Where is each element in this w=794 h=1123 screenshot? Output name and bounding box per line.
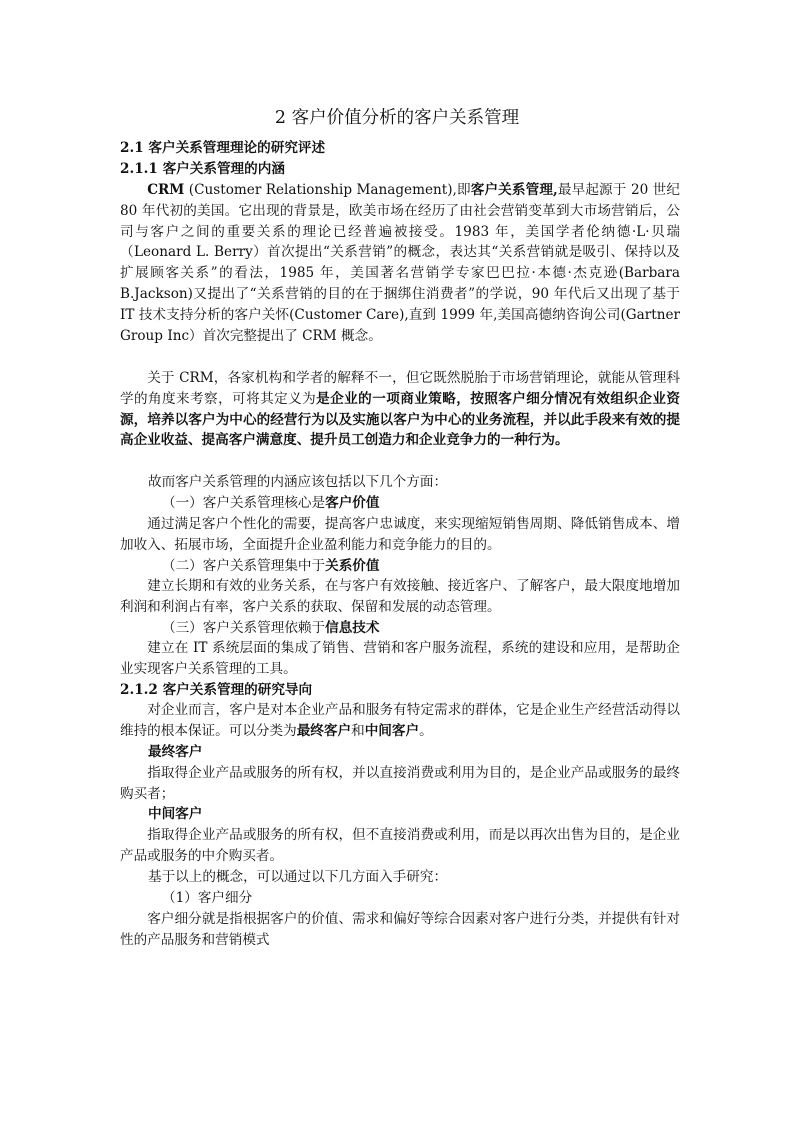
- subsection-customer-segmentation: （1）客户细分: [162, 890, 253, 906]
- section-heading-2-1-1: 2.1.1 客户关系管理的内涵: [120, 161, 285, 177]
- text: 。: [419, 722, 433, 739]
- crm-definition-bold: 是企业的一项商业策略，按照客户细分情况有效组织企业资源，培养以客户为中心的经营行为以及实施以客户为中心的业务流程，并以此手段来有效的提高企业收益、提高客户满意度、提升员工创造力和企业竞争力的一种行为。: [120, 390, 681, 449]
- text: （二）客户关系管理集中于: [162, 558, 326, 574]
- paragraph-intermediate-customer: 指取得企业产品或服务的所有权，但不直接消费或利用，而是以再次出售为目的，是企业产品或服务的中介购买者。: [120, 827, 680, 864]
- paragraph-crm-definition: [120, 368, 680, 451]
- paragraph-it: 建立在 IT 系统层面的集成了销售、营销和客户服务流程，系统的建设和应用，是帮助企业实现客户关系管理的工具。: [120, 640, 680, 677]
- section-heading-2-1-2: 2.1.2 客户关系管理的研究导向: [120, 682, 313, 698]
- text: 和: [351, 722, 365, 739]
- paragraph-customer-value: 通过满足客户个性化的需要，提高客户忠诚度，来实现缩短销售周期、降低销售成本、增加收入、拓展市场，全面提升企业盈利能力和竞争能力的目的。: [120, 516, 680, 553]
- crm-term: CRM: [147, 182, 185, 198]
- paragraph-segmentation: 客户细分就是指根据客户的价值、需求和偏好等综合因素对客户进行分类，并提供有针对性的产品服务和营销模式: [120, 911, 680, 948]
- bold-term: 中间客户: [364, 722, 420, 739]
- bold-term: 关系价值: [325, 558, 380, 574]
- text: 最早起源于 20 世纪 80 年代初的美国。它出现的背景是，欧美市场在经历了由社会营销变革到大市场营销后，公司与客户之间的重要关系的理论已经普遍被接受。1983 年，美国学者伦纳德·L·贝瑞（Leonard L. Berry）首次提出“关系营销”的概念，表达其“关系营销就是吸引、保持以及扩展顾客关系”的看法，1985 年，美国著名营销学专家巴巴拉·本德·杰克逊(Barbara B.Jackson)又提出了“关系营销的目的在于捆绑住消费者”的学说，90 年代后又出现了基于 IT 技术支持分析的客户关怀(Customer Care),直到 1999 年,美国高德纳咨询公司(Gartner Group Inc）首次完整提出了 CRM 概念。: [120, 182, 680, 344]
- text: (Customer Relationship Management),即: [184, 182, 471, 198]
- paragraph-customer-types: [120, 700, 680, 742]
- bold-term: 最终客户: [296, 722, 352, 739]
- term-intermediate-customer: 中间客户: [148, 806, 203, 822]
- paragraph-intro: 故而客户关系管理的内涵应该包括以下几个方面：: [148, 474, 448, 490]
- section-heading-2-1: 2.1 客户关系管理理论的研究评述: [120, 140, 326, 156]
- subsection-2: [162, 556, 694, 577]
- text: （一）客户关系管理核心是: [162, 495, 326, 511]
- paragraph-crm-origin: [120, 180, 680, 346]
- subsection-1: [162, 493, 694, 514]
- bold-term: 客户价值: [325, 495, 380, 511]
- text: （三）客户关系管理依赖于: [162, 620, 326, 636]
- bold-term: 客户关系管理,: [470, 182, 558, 198]
- paragraph-research-intro: 基于以上的概念，可以通过以下几方面入手研究：: [148, 869, 448, 885]
- paragraph-relationship-value: 建立长期和有效的业务关系，在与客户有效接触、接近客户、了解客户，最大限度地增加利润和利润占有率，客户关系的获取、保留和发展的动态管理。: [120, 578, 680, 615]
- term-final-customer: 最终客户: [148, 744, 203, 760]
- text: 对企业而言，客户是对本企业产品和服务有特定需求的群体，它是企业生产经营活动得以维持的根本保证。可以分类为: [120, 702, 680, 739]
- subsection-3: [162, 618, 694, 639]
- paragraph-final-customer: 指取得企业产品或服务的所有权，并以直接消费或利用为目的，是企业产品或服务的最终购买者；: [120, 765, 680, 802]
- chapter-title: 2 客户价值分析的客户关系管理: [274, 108, 520, 128]
- text: 关于 CRM，各家机构和学者的解释不一，但它既然脱胎于市场营销理论，就能从管理科学的角度来考察，可将其定义为: [120, 370, 680, 407]
- bold-term: 信息技术: [325, 620, 380, 636]
